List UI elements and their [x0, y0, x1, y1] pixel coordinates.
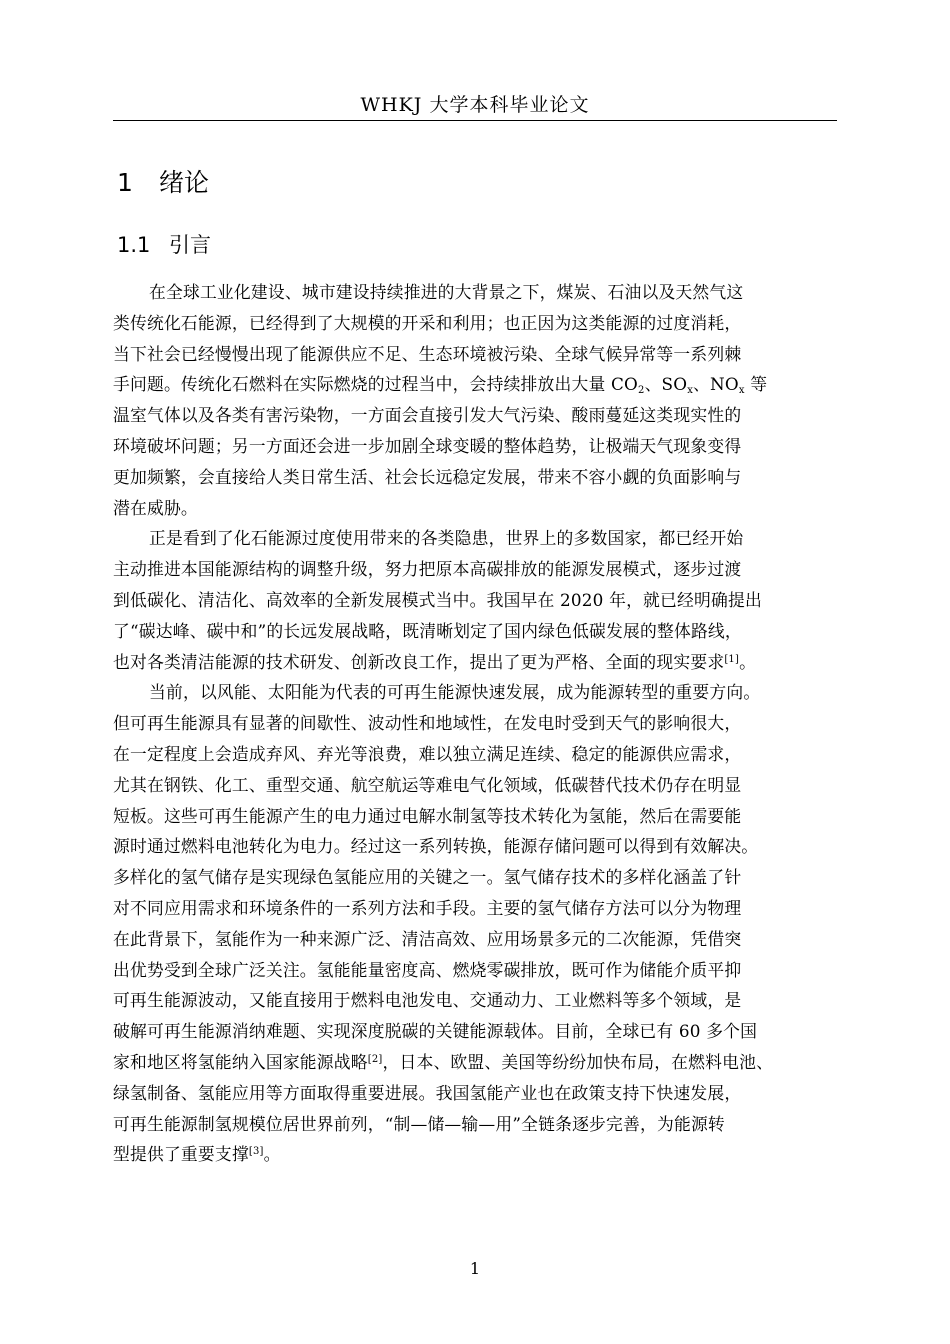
header-divider [113, 120, 837, 121]
text-line: 当下社会已经慢慢出现了能源供应不足、生态环境被污染、全球气候异常等一系列棘 [113, 343, 742, 364]
text-line: 正是看到了化石能源过度使用带来的各类隐患，世界上的多数国家，都已经开始 [149, 528, 744, 549]
text-line-with-citation [113, 1047, 837, 1078]
text-line: 了“碳达峰、碳中和”的长远发展战略，既清晰划定了国内绿色低碳发展的整体路线， [113, 620, 742, 641]
text-line: 在全球工业化建设、城市建设持续推进的大背景之下，煤炭、石油以及天然气这 [149, 282, 744, 302]
text-line: 温室气体以及各类有害污染物，一方面会直接引发大气污染、酸雨蔓延这类现实性的 [113, 405, 742, 426]
text-line: 出优势受到全球广泛关注。氢能能量密度高、燃烧零碳排放，既可作为储能介质平抑 [113, 959, 742, 980]
text-fragment: 型提供了重要支撑 [113, 1144, 249, 1165]
text-line: 尤其在钢铁、化工、重型交通、航空航运等难电气化领域，低碳替代技术仍存在明显 [113, 774, 742, 795]
text-line: 可再生能源波动，又能直接用于燃料电池发电、交通动力、工业燃料等多个领域，是 [113, 990, 742, 1011]
body-text [113, 277, 837, 1170]
text-line: 在此背景下，氢能作为一种来源广泛、清洁高效、应用场景多元的二次能源，凭借突 [113, 928, 742, 949]
page-number: 1 [469, 1259, 481, 1278]
chapter-title: 绪论 [159, 168, 210, 197]
text-fragment: ，日本、欧盟、美国等纷纷加快布局，在燃料电池、 [382, 1051, 774, 1072]
subscript: 2 [638, 385, 645, 397]
text-line: 但可再生能源具有显著的间歇性、波动性和地域性，在发电时受到天气的影响很大， [113, 713, 742, 734]
citation-3[interactable]: [3] [248, 1146, 264, 1158]
text-line: 潜在威胁。 [113, 497, 198, 518]
text-line: 主动推进本国能源结构的调整升级，努力把原本高碳排放的能源发展模式，逐步过渡 [113, 559, 742, 580]
text-fragment: 等 [744, 374, 768, 395]
citation-1[interactable]: [1] [724, 653, 740, 665]
text-line: 多样化的氢气储存是实现绿色氢能应用的关键之一。氢气储存技术的多样化涵盖了针 [113, 867, 742, 888]
chapter-number: 1 [117, 168, 133, 197]
citation-2[interactable]: [2] [367, 1053, 383, 1065]
text-line: 破解可再生能源消纳难题、实现深度脱碳的关键能源载体。目前，全球已有 60 多个国 [113, 1021, 758, 1042]
chapter-heading [117, 166, 209, 200]
running-header: WHKJ 大学本科毕业论文 [360, 94, 590, 116]
text-line: 源时通过燃料电池转化为电力。经过这一系列转换，能源存储问题可以得到有效解决。 [113, 836, 759, 857]
text-line: 到低碳化、清洁化、高效率的全新发展模式当中。我国早在 2020 年，就已经明确提出 [113, 589, 762, 610]
paragraph-2 [113, 523, 837, 677]
paragraph-1 [113, 277, 837, 523]
text-line: 绿氢制备、氢能应用等方面取得重要进展。我国氢能产业也在政策支持下快速发展， [113, 1082, 742, 1103]
text-fragment: 、NO [693, 374, 739, 395]
text-line: 类传统化石能源，已经得到了大规模的开采和利用；也正因为这类能源的过度消耗， [113, 312, 742, 333]
paragraph-3 [113, 677, 837, 1170]
text-line: 当前，以风能、太阳能为代表的可再生能源快速发展，成为能源转型的重要方向。 [149, 682, 761, 703]
text-fragment: 、SO [644, 374, 688, 395]
text-line: 短板。这些可再生能源产生的电力通过电解水制氢等技术转化为氢能，然后在需要能 [113, 805, 742, 826]
text-fragment: 。 [739, 651, 757, 672]
text-fragment: 。 [263, 1144, 281, 1165]
text-line: 环境破坏问题；另一方面还会进一步加剧全球变暖的整体趋势，让极端天气现象变得 [113, 435, 742, 456]
text-line: 在一定程度上会造成弃风、弃光等浪费，难以独立满足连续、稳定的能源供应需求， [113, 743, 742, 764]
section-title: 引言 [169, 233, 211, 257]
text-fragment: 也对各类清洁能源的技术研发、创新改良工作，提出了更为严格、全面的现实要求 [113, 651, 725, 672]
text-line-with-citation [113, 647, 837, 678]
text-line: 可再生能源制氢规模位居世界前列，“制—储—输—用”全链条逐步完善，为能源转 [113, 1113, 725, 1134]
text-fragment: 手问题。传统化石燃料在实际燃烧的过程当中，会持续排放出大量 CO [113, 374, 638, 395]
subscript: x [687, 385, 694, 397]
text-line: 对不同应用需求和环境条件的一系列方法和手段。主要的氢气储存方法可以分为物理 [113, 897, 742, 918]
text-fragment: 家和地区将氢能纳入国家能源战略 [113, 1051, 368, 1072]
section-number: 1.1 [117, 233, 151, 257]
subscript: x [738, 385, 745, 397]
text-line: 更加频繁，会直接给人类日常生活、社会长远稳定发展，带来不容小觑的负面影响与 [113, 466, 742, 487]
section-heading [117, 230, 211, 260]
text-line-with-citation [113, 1139, 837, 1170]
text-line-with-formulas [113, 369, 837, 400]
